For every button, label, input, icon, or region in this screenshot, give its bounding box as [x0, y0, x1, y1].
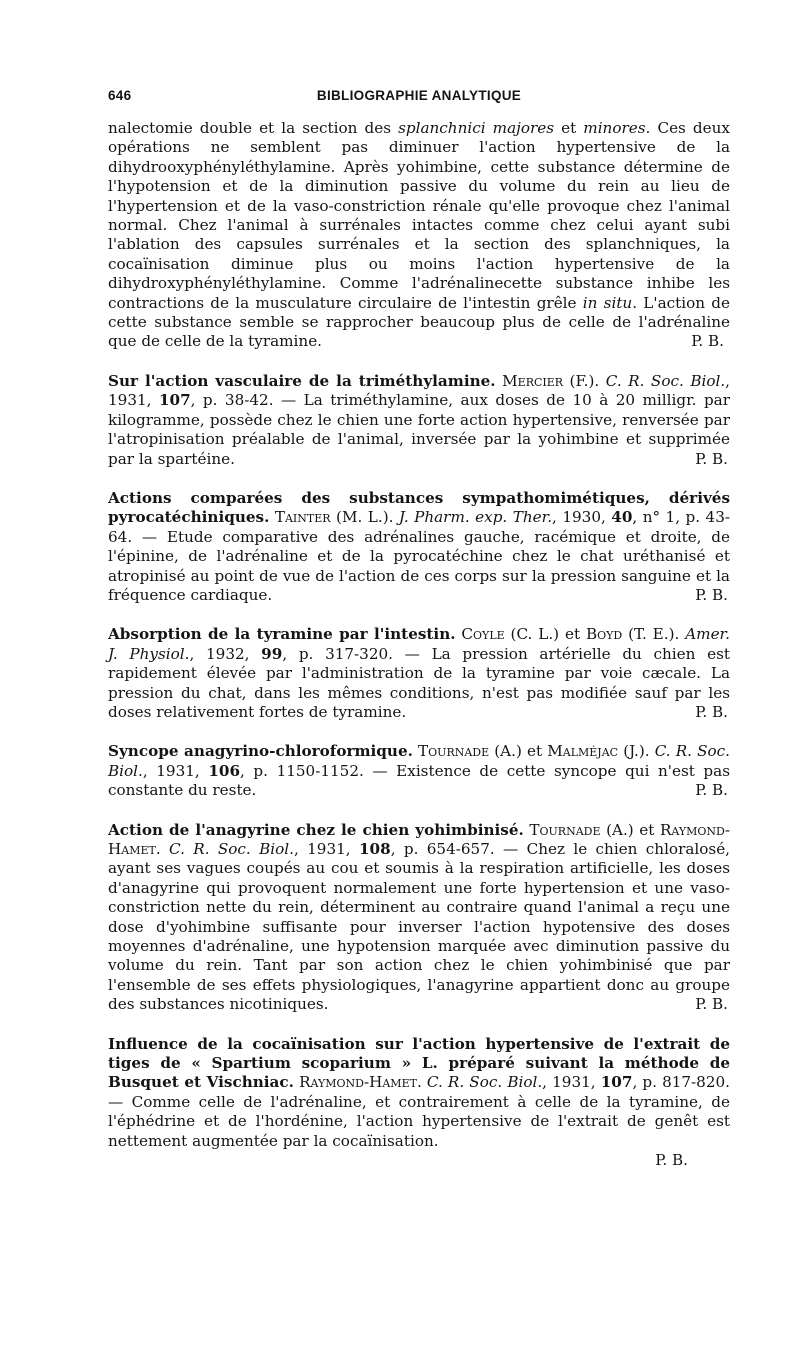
signature: P. B.	[695, 995, 728, 1014]
entry-volume: 99	[261, 644, 283, 663]
entry-year: , 1931,	[293, 840, 359, 858]
entry-title: Syncope anagyrino-chloroformique.	[108, 742, 413, 761]
journal-name: C. R. Soc. Biol.	[426, 1073, 543, 1092]
signature: P. B.	[695, 585, 728, 604]
entry-pages: , p. 317-320. —	[282, 644, 432, 663]
author-initials: .	[155, 840, 170, 858]
entry-abstract: Etude comparative des adrénalines gauche, racémique et droite, de l'épinine, de l'adrénaline et de la pyrocatéchine chez le chat uréthanisé et atropinisé au point de vue de l'action de ces corps sur la pression sanguine et la fréquence cardiaque.	[108, 527, 730, 604]
entry-volume: 108	[358, 840, 391, 858]
author-initials: (J.).	[618, 742, 655, 761]
text-segment: . L'action de cette substance semble se rapprocher beaucoup plus de celle de l'adrénaline que de celle de la tyramine.	[108, 293, 730, 351]
entry-pages: , p. 1150-1152. —	[240, 761, 397, 780]
journal-name: C. R. Soc. Biol.	[108, 742, 730, 780]
author-initials: .	[416, 1073, 427, 1092]
entry-author: Coyle	[461, 625, 505, 644]
author-initials: (A.) et	[489, 742, 548, 761]
bibliography-entry	[108, 821, 730, 1015]
journal-name: C. R. Soc. Biol.	[169, 840, 294, 858]
entry-year: , 1932,	[189, 644, 262, 663]
entry-author-2: Malméjac	[547, 742, 619, 761]
entry-volume: 106	[208, 761, 241, 780]
bibliography-entry	[108, 1035, 730, 1171]
text-segment: et	[554, 119, 584, 137]
signature: P. B.	[695, 702, 728, 721]
text-segment: nalectomie double et la section des	[108, 119, 399, 137]
author-initials: (F.).	[563, 371, 606, 390]
author-initials: (T. E.).	[622, 625, 686, 644]
entry-author: Tournade	[418, 742, 490, 761]
author-initials: (M. L.).	[330, 508, 399, 527]
entry-title: Action de l'anagyrine chez le chien yohimbinisé.	[108, 820, 524, 839]
entry-pages: , p. 38-42. —	[190, 391, 304, 410]
bibliography-entry	[108, 742, 730, 800]
bibliography-entry	[108, 489, 730, 605]
italic-term: splanchnici majores	[398, 119, 555, 137]
entry-author: Mercier	[502, 371, 564, 390]
journal-name: J. Pharm. exp. Ther.	[398, 508, 553, 527]
signature: P. B.	[695, 449, 728, 468]
journal-name: Amer. J. Physiol.	[108, 625, 730, 663]
running-title: BIBLIOGRAPHIE ANALYTIQUE	[316, 88, 522, 103]
bibliography-entry	[108, 372, 730, 469]
entry-abstract: Existence de cette syncope qui n'est pas constante du reste.	[108, 761, 730, 800]
entry-author: Raymond-Hamet	[299, 1073, 417, 1092]
entry-year: , 1930,	[552, 508, 612, 527]
running-header	[108, 88, 730, 103]
signature: P. B.	[695, 781, 728, 800]
entry-author: Tournade	[529, 820, 601, 839]
entry-year: , 1931,	[542, 1073, 601, 1092]
entry-volume: 107	[158, 391, 191, 410]
entry-author-2: Raymond-Hamet	[108, 820, 730, 858]
entry-author-2: Boyd	[585, 625, 623, 644]
entry-title: Sur l'action vasculaire de la triméthylamine.	[108, 371, 496, 390]
entry-abstract: Chez le chien chloralosé, ayant ses vagues coupés au cou et soumis à la respiration artificielle, les doses d'anagyrine qui provoquent normalement une forte hypertension et une vaso-constriction nette du rein, déterminent au contraire quand l'animal a reçu une dose d'yohimbine suffisante pour inverser l'action hypotensive des doses moyennes d'adrénaline, une hypotension marquée avec diminution passive du volume du rein. Tant par son action chez le chien yohimbinisé que par l'ensemble de ses effets physiologiques, l'anagyrine appartient donc au groupe des substances nicotiniques.	[108, 840, 731, 1014]
entry-pages: , p. 654-657. —	[390, 840, 527, 858]
italic-term: minores	[583, 119, 646, 137]
entry-title: Actions comparées des substances sympathomimétiques, dérivés pyrocatéchiniques.	[108, 488, 730, 527]
entry-volume: 40	[611, 508, 633, 527]
entry-abstract: La pression artérielle du chien est rapidement élevée par l'administration de la tyramine par voie cæcale. La pression du chat, dans les mêmes conditions, n'est pas modifiée sauf par les doses relativement fortes de tyramine.	[108, 644, 730, 721]
entry-year: , 1931,	[108, 371, 730, 410]
entry-pages: , n° 1, p. 43-64. —	[108, 508, 730, 546]
author-initials: (A.) et	[600, 820, 660, 839]
entry-title: Influence de la cocaïnisation sur l'action hypertensive de l'extrait de tiges de « Spartium scoparium » L. préparé suivant la méthode de Busquet et Vischniac.	[108, 1034, 730, 1092]
text-segment: . Ces deux opérations ne semblent pas diminuer l'action hypertensive de la dihydrooxyphényléthylamine. Après yohimbine, cette substance détermine de l'hypotension et de la diminution passive du volume du rein au lieu de l'hypertension et de la vaso-constriction rénale qu'elle provoque chez l'animal normal. Chez l'animal à surrénales intactes comme chez celui ayant subi l'ablation des capsules surrénales et la section des splanchniques, la cocaïnisation diminue plus ou moins l'action hypertensive de la dihydroxyphényléthylamine. Comme l'adrénalinecette substance inhibe les contractions de la musculature circulaire de l'intestin grêle	[108, 119, 730, 312]
italic-term: in situ	[582, 293, 633, 312]
entry-year: , 1931,	[142, 761, 209, 780]
signature: P. B.	[655, 1151, 688, 1170]
bibliography-entry	[108, 625, 730, 722]
entry-title: Absorption de la tyramine par l'intestin.	[108, 625, 456, 644]
entry-volume: 107	[600, 1073, 633, 1092]
signature: P. B.	[691, 332, 724, 351]
entry-abstract: Comme celle de l'adrénaline, et contrairement à celle de la tyramine, de l'éphédrine et de l'hordénine, l'action hypertensive de l'extrait de genêt est nettement augmentée par la cocaïnisation.	[108, 1092, 730, 1150]
author-initials: (C. L.) et	[504, 625, 586, 644]
entry-pages: , p. 817-820. —	[108, 1073, 730, 1111]
journal-name: C. R. Soc. Biol.	[605, 371, 726, 390]
page-number: 646	[108, 88, 132, 103]
entry-author: Tainter	[274, 508, 331, 527]
entry-abstract: La triméthylamine, aux doses de 10 à 20 milligr. par kilogramme, possède chez le chien une forte action hypertensive, renversée par l'atropinisation préalable de l'animal, inversée par la yohimbine et supprimée par la spartéine.	[108, 391, 730, 468]
continuation-paragraph	[108, 119, 730, 352]
